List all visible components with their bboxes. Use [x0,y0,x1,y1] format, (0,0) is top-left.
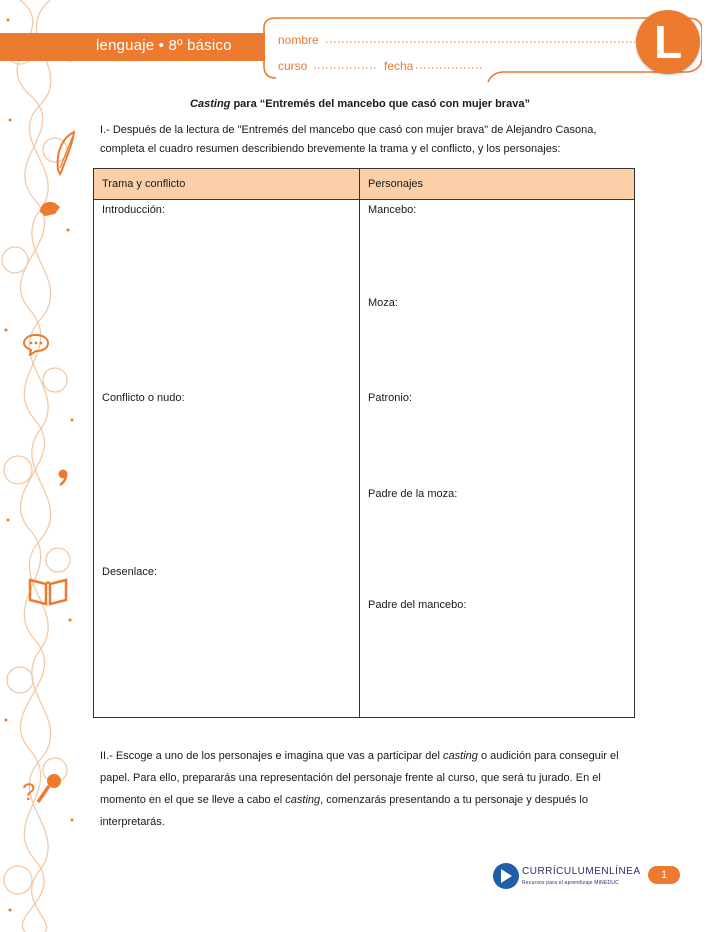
label-patronio: Patronio: [368,392,413,404]
label-padre-mancebo: Padre del mancebo: [368,599,467,611]
subject-banner-text: lenguaje • 8º básico [96,37,232,54]
label-desenlace: Desenlace: [102,566,158,578]
section-2-text-b: o audición para conseguir el papel. Para ello, prepararás una representación del personaje frente al curso, que será tu jurado. En el momento en el que se lleve a cabo el [100,750,619,806]
trama-cell[interactable] [94,200,360,718]
summary-table [93,168,635,718]
label-mancebo: Mancebo: [368,204,417,216]
column-header-trama: Trama y conflicto [94,169,360,200]
section-1-instructions: I.- Después de la lectura de "Entremés del mancebo que casó con mujer brava" de Alejandro Casona, completa el cuadro resumen describiendo brevemente la trama y el conflicto, y los personajes: [100,124,597,155]
worksheet-title [0,98,720,110]
subject-logo-letter: L [653,16,683,68]
title-italic: Casting [190,98,231,110]
comma-glyph-icon [56,468,70,486]
column-header-personajes: Personajes [360,169,635,200]
brand-tagline: Recursos para el aprendizaje MINEDUC [522,880,619,886]
label-introduccion: Introducción: [102,204,165,216]
fecha-label: fecha [384,59,414,73]
label-padre-moza: Padre de la moza: [368,488,458,500]
page-number: 1 [648,866,680,884]
nombre-label: nombre [278,33,319,47]
title-rest: para “Entremés del mancebo que casó con mujer brava” [230,98,530,110]
paint-tube-icon [37,198,63,218]
curriculum-logo-icon [492,862,520,890]
label-conflicto: Conflicto o nudo: [102,392,185,404]
brand-name: CURRÍCULUMENLÍNEA [522,866,641,877]
open-book-icon [26,574,70,608]
curso-label: curso [278,59,308,73]
section-2-text-c: , comenzarás presentando a tu personaje y después lo interpretarás. [100,794,588,828]
personajes-cell[interactable] [360,200,635,718]
section-2-text-a: II.- Escoge a uno de los personajes e imagina que vas a participar del [100,750,444,762]
speech-bubble-icon [22,332,50,356]
section-2-instructions [100,745,645,833]
svg-text:?: ? [22,779,36,806]
label-moza: Moza: [368,297,398,309]
question-microphone-icon [20,772,66,806]
section-2-italic-a: casting [443,750,478,762]
section-2-italic-b: casting [285,794,321,806]
quill-feather-icon [52,130,78,176]
